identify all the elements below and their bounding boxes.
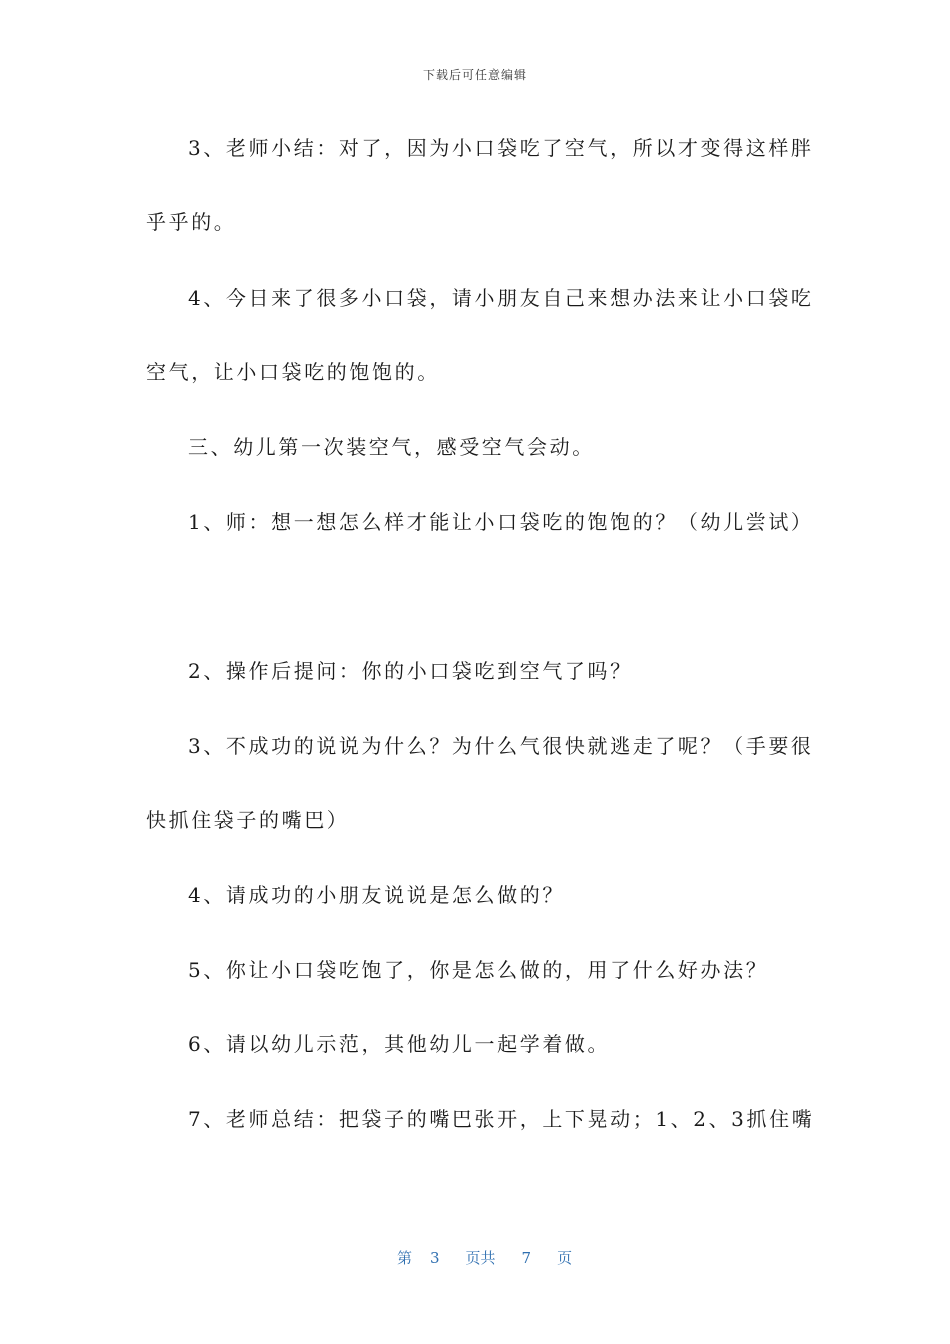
paragraph-3-summary-line1: 3、老师小结：对了，因为小口袋吃了空气，所以才变得这样胖: [188, 136, 814, 160]
footer-middle: 页共: [465, 1249, 496, 1267]
header-note: 下载后可任意编辑: [422, 68, 527, 82]
section-3-heading: 三、幼儿第一次装空气，感受空气会动。: [188, 435, 595, 459]
step-7: 7、老师总结：把袋子的嘴巴张开，上下晃动；1、2、3抓住嘴: [188, 1107, 815, 1131]
step-1: 1、师：想一想怎么样才能让小口袋吃的饱饱的？（幼儿尝试）: [188, 510, 814, 534]
footer-total-pages: 7: [521, 1249, 532, 1267]
step-5: 5、你让小口袋吃饱了，你是怎么做的，用了什么好办法？: [188, 958, 769, 982]
paragraph-4-line1: 4、今日来了很多小口袋，请小朋友自己来想办法来让小口袋吃: [188, 286, 814, 310]
paragraph-4-line2: 空气，让小口袋吃的饱饱的。: [146, 360, 440, 384]
footer-current-page: 3: [429, 1249, 440, 1267]
footer-prefix: 第: [396, 1249, 412, 1267]
footer-suffix: 页: [557, 1249, 573, 1267]
step-2: 2、操作后提问：你的小口袋吃到空气了吗？: [188, 659, 633, 683]
step-4: 4、请成功的小朋友说说是怎么做的？: [188, 883, 565, 907]
step-6: 6、请以幼儿示范，其他幼儿一起学着做。: [188, 1032, 611, 1056]
step-3-line2: 快抓住袋子的嘴巴）: [146, 808, 350, 832]
paragraph-3-summary-line2: 乎乎的。: [146, 210, 237, 234]
step-3-line1: 3、不成功的说说为什么？为什么气很快就逃走了呢？（手要很: [188, 734, 814, 758]
page-footer: [0, 1229, 950, 1286]
